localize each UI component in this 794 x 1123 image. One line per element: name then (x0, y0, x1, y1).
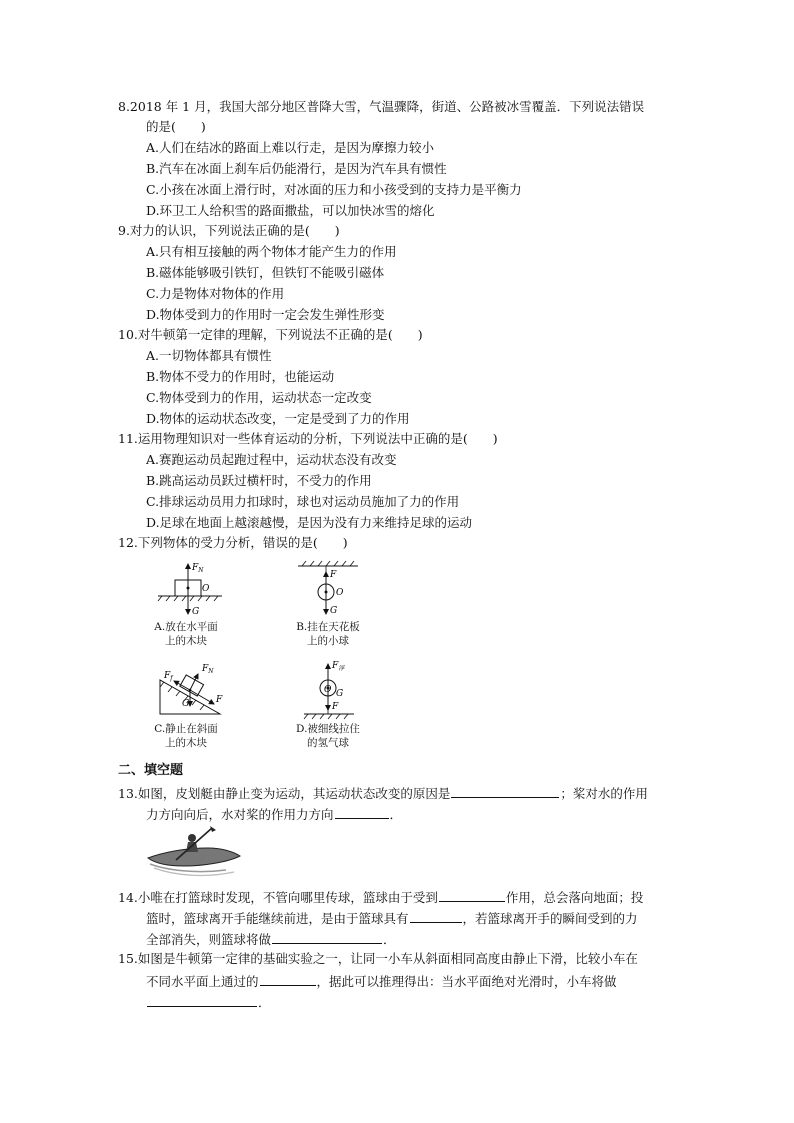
fn-label: F (202, 664, 209, 674)
g-label: G (182, 699, 190, 709)
q8-option-d: D.环卫工人给积雪的路面撒盐，可以加快冰雪的熔化 (146, 203, 435, 218)
q8-option-c: C.小孩在冰面上滑行时，对冰面的压力和小孩受到的支持力是平衡力 (146, 182, 522, 197)
q13-blank-1[interactable] (451, 783, 559, 798)
q12-stem: 12.下列物体的受力分析，错误的是( ) (118, 535, 348, 550)
q15-line2 (146, 971, 617, 991)
svg-text:FN (191, 563, 204, 574)
q14-blank-2[interactable] (410, 908, 462, 923)
fn-label: F (192, 563, 199, 573)
q11-option-a: A.赛跑运动员起跑过程中，运动状态没有改变 (146, 452, 397, 467)
q9-option-d: D.物体受到力的作用时一定会发生弹性形变 (146, 307, 385, 322)
q14-text-1a: 14.小唯在打篮球时发现，不管向哪里传球，篮球由于受到 (118, 890, 438, 905)
figure-b-caption-line1: B.挂在天花板 (296, 621, 360, 633)
q8-option-a: A.人们在结冰的路面上难以行走，是因为摩擦力较小 (146, 140, 435, 155)
f-label: F (216, 695, 223, 705)
q10-option-d: D.物体的运动状态改变，一定是受到了力的作用 (146, 411, 410, 426)
figure-b-caption-line2: 上的小球 (307, 635, 349, 647)
figure-c-caption-line1: C.静止在斜面 (154, 723, 218, 735)
force-f-arrow (190, 690, 214, 704)
ceiling-hatch (302, 561, 354, 566)
q8-stem-line1: 8.2018 年 1 月，我国大部分地区普降大雪，气温骤降，街道、公路被冰雪覆盖．下列说法错误 (118, 99, 645, 114)
figure-d-caption-line2: 的氢气球 (307, 737, 349, 749)
q14-blank-3[interactable] (272, 929, 382, 944)
fn-subscript: N (198, 567, 204, 574)
fn-subscript: N (208, 668, 214, 675)
q11-option-c: C.排球运动员用力扣球时，球也对运动员施加了力的作用 (146, 494, 460, 509)
q9-option-c: C.力是物体对物体的作用 (146, 286, 285, 301)
q8-option-b: B.汽车在冰面上刹车后仍能滑行，是因为汽车具有惯性 (146, 161, 447, 176)
q15-text-3b: ． (258, 995, 271, 1010)
g-label: G (192, 607, 200, 617)
ffu-subscript: 浮 (338, 665, 345, 672)
q15-blank-2[interactable] (147, 992, 257, 1007)
paddler-head (188, 834, 196, 842)
q14-text-1b: 作用，总会落向地面；投 (505, 890, 644, 905)
f-label: F (330, 570, 337, 580)
q14-text-2b: ，若篮球离开手的瞬间受到的力 (462, 911, 638, 926)
f-label: F (332, 702, 339, 712)
q15-blank-1[interactable] (260, 971, 316, 986)
figure-d-caption-line1: D.被细线拉住 (296, 723, 360, 735)
q10-option-c: C.物体受到力的作用，运动状态一定改变 (146, 390, 372, 405)
o-label: O (336, 588, 344, 598)
figure-d-hydrogen-balloon (298, 658, 360, 722)
svg-text:FN (201, 664, 214, 675)
q14-blank-1[interactable] (439, 887, 505, 902)
q11-option-b: B.跳高运动员跃过横杆时，不受力的作用 (146, 473, 372, 488)
q9-stem: 9.对力的认识，下列说法正确的是( ) (118, 223, 340, 238)
normal-force-arrow (190, 674, 198, 690)
g-label: G (330, 606, 338, 616)
q11-stem: 11.运用物理知识对一些体育运动的分析，下列说法中正确的是( ) (118, 431, 498, 446)
section-heading-fill-in: 二、填空题 (118, 763, 184, 778)
q13-text-2b: ． (389, 807, 403, 822)
q14-line3 (146, 929, 396, 949)
g-label: G (336, 689, 344, 699)
q14-line1 (118, 887, 643, 907)
q15-line3 (146, 992, 271, 1012)
q15-text-2b: ，据此可以推理得出：当水平面绝对光滑时，小车将做 (316, 974, 617, 989)
q13-text-1a: 13.如图，皮划艇由静止变为运动，其运动状态改变的原因是 (118, 786, 451, 801)
ff-subscript: f (170, 675, 173, 682)
q9-option-a: A.只有相互接触的两个物体才能产生力的作用 (146, 244, 397, 259)
q10-stem: 10.对牛顿第一定律的理解，下列说法不正确的是( ) (118, 327, 423, 342)
q9-option-b: B.磁体能够吸引铁钉，但铁钉不能吸引磁体 (146, 265, 385, 280)
q14-line2 (146, 908, 638, 928)
figure-c-caption-line2: 上的木块 (165, 737, 207, 749)
q13-text-2a: 力方向向后，水对桨的作用力方向 (146, 807, 334, 822)
q10-option-b: B.物体不受力的作用时，也能运动 (146, 369, 335, 384)
svg-text:F浮 (331, 661, 345, 672)
q13-text-1b: ；桨对水的作用 (560, 786, 648, 801)
kayak-illustration (146, 826, 242, 878)
q14-text-3a: 全部消失，则篮球将做 (146, 932, 272, 947)
q14-text-2a: 篮时，篮球离开手能继续前进，是由于篮球具有 (146, 911, 409, 926)
q15-line1: 15.如图是牛顿第一定律的基础实验之一，让同一小车从斜面相同高度由静止下滑，比较小车在 (118, 951, 638, 966)
q13-line2 (146, 804, 402, 824)
ffu-label: F (332, 661, 339, 671)
ff-label: F (164, 671, 171, 681)
q13-blank-2[interactable] (335, 804, 389, 819)
figure-a-block-on-surface (150, 560, 230, 620)
ground-hatch (304, 714, 348, 719)
q15-text-2a: 不同水平面上通过的 (146, 974, 259, 989)
figure-b-hanging-ball (292, 558, 364, 620)
q10-option-a: A.一切物体都具有惯性 (146, 348, 272, 363)
q8-stem-line2: 的是( ) (146, 119, 206, 134)
figure-a-caption-line2: 上的木块 (165, 635, 207, 647)
figure-a-caption-line1: A.放在水平面 (154, 621, 218, 633)
svg-text:Ff (163, 671, 174, 682)
q13-line1 (118, 783, 648, 803)
q14-text-3b: ． (383, 932, 396, 947)
figure-c-block-on-incline (150, 660, 232, 722)
q11-option-d: D.足球在地面上越滚越慢，是因为没有力来维持足球的运动 (146, 515, 473, 530)
o-label: O (324, 685, 332, 695)
o-label: O (202, 584, 210, 594)
